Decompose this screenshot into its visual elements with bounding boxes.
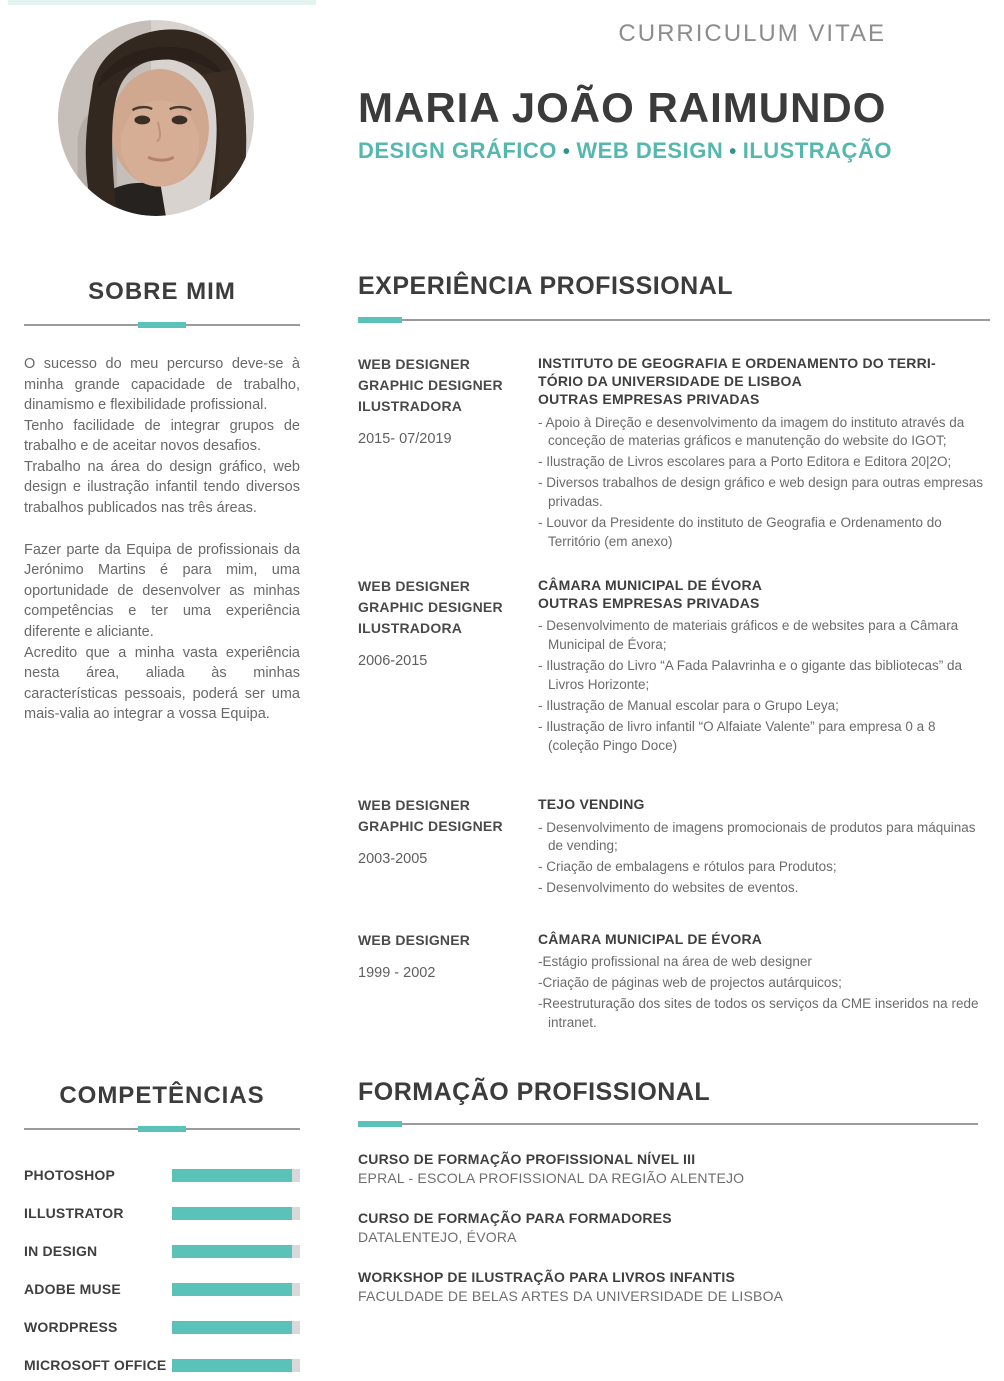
profile-photo-illustration xyxy=(58,20,254,216)
about-text xyxy=(24,354,300,725)
person-name: MARIA JOÃO RAIMUNDO xyxy=(358,84,887,131)
skill-label: WORDPRESS xyxy=(24,1319,118,1335)
task-item: - Desenvolvimento de imagens promocionais de produtos para máquinas de vending; xyxy=(538,819,976,854)
divider-accent xyxy=(358,317,402,323)
company-line: INSTITUTO DE GEOGRAFIA E ORDENAMENTO DO TERRI- xyxy=(538,355,936,371)
skill-row xyxy=(24,1168,300,1182)
experience-entry xyxy=(358,930,990,1033)
role-list xyxy=(358,795,538,837)
company-line: TÓRIO DA UNIVERSIDADE DE LISBOA xyxy=(538,373,802,390)
skill-bar xyxy=(172,1207,300,1220)
about-paragraph: Tenho facilidade de integrar grupos de trabalho e de aceitar novos desafios. xyxy=(24,417,300,455)
entry-role-column xyxy=(358,576,538,756)
skill-bar xyxy=(172,1169,300,1182)
section-divider xyxy=(24,322,300,328)
entry-detail-column xyxy=(538,795,990,898)
skill-bar xyxy=(172,1321,300,1334)
skill-bar-fill xyxy=(172,1359,292,1372)
skill-bar-fill xyxy=(172,1283,292,1296)
divider-accent xyxy=(358,1121,402,1127)
skill-row xyxy=(24,1206,300,1220)
company-name xyxy=(538,576,990,612)
task-item: - Ilustração do Livro “A Fada Palavrinha e o gigante das bibliotecas” da Livros Horizonte; xyxy=(538,657,962,692)
skill-bar-fill xyxy=(172,1245,292,1258)
about-section-title: SOBRE MIM xyxy=(88,278,236,305)
entry-role-column xyxy=(358,795,538,898)
education-institution: EPRAL - ESCOLA PROFISSIONAL DA REGIÃO ALENTEJO xyxy=(358,1170,745,1186)
role: GRAPHIC DESIGNER xyxy=(358,377,503,393)
entry-detail-column xyxy=(538,930,990,1033)
task-item: - Desenvolvimento de materiais gráficos e de websites para a Câmara Municipal de Évora; xyxy=(538,618,959,653)
specialty: DESIGN GRÁFICO xyxy=(358,138,557,163)
role-list xyxy=(358,576,538,639)
entry-detail-column xyxy=(538,576,990,756)
task-item: - Desenvolvimento do websites de eventos. xyxy=(538,880,799,896)
company-line: CÂMARA MUNICIPAL DE ÉVORA xyxy=(538,576,763,593)
company-line: OUTRAS EMPRESAS PRIVADAS xyxy=(538,594,760,611)
education-item xyxy=(358,1151,978,1186)
skill-bar xyxy=(172,1283,300,1296)
bullet-separator: • xyxy=(729,141,737,163)
skill-row xyxy=(24,1358,300,1372)
entry-detail-column xyxy=(538,354,990,552)
entry-role-column xyxy=(358,930,538,1033)
company-name xyxy=(538,354,990,409)
task-item: - Louvor da Presidente do instituto de Geografia e Ordenamento do Território (em anexo) xyxy=(538,515,942,549)
task-item: - Criação de embalagens e rótulos para Produtos; xyxy=(538,859,837,875)
company-name xyxy=(538,930,990,948)
skill-bar xyxy=(172,1359,300,1372)
task-item: -Reestruturação dos sites de todos os serviços da CME inseridos na rede intranet. xyxy=(538,996,979,1031)
section-divider xyxy=(24,1126,300,1132)
about-section xyxy=(24,278,300,725)
period: 2015- 07/2019 xyxy=(358,431,452,447)
task-list xyxy=(538,617,990,755)
role: WEB DESIGNER xyxy=(358,932,471,949)
role: ILUSTRADORA xyxy=(358,619,463,636)
education-institution: DATALENTEJO, ÉVORA xyxy=(358,1229,517,1245)
about-paragraph-group xyxy=(24,354,300,519)
task-item: - Ilustração de livro infantil “O Alfaiate Valente” para empresa 0 a 8 (coleção Pingo Doce) xyxy=(538,718,936,753)
role: WEB DESIGNER xyxy=(358,356,471,372)
company-line: TEJO VENDING xyxy=(538,796,645,813)
profile-photo xyxy=(58,20,254,216)
about-paragraph: Trabalho na área do design gráfico, web design e ilustração infantil tendo diversos trabalhos publicados nas três áreas. xyxy=(24,458,300,517)
role: ILUSTRADORA xyxy=(358,398,463,414)
education-section-title: FORMAÇÃO PROFISSIONAL xyxy=(358,1078,711,1106)
entry-role-column xyxy=(358,354,538,552)
specialty: WEB DESIGN xyxy=(576,138,724,163)
experience-entry xyxy=(358,354,990,552)
about-paragraph: Acredito que a minha vasta experiência nesta área, aliada às minhas características pessoais, poderá ser uma mais-valia ao integrar a vossa Equipa. xyxy=(24,644,300,723)
skills-list xyxy=(24,1168,300,1372)
role: WEB DESIGNER xyxy=(358,797,471,814)
role-list xyxy=(358,930,538,951)
document-label: CURRICULUM VITAE xyxy=(618,20,886,47)
experience-section-title: EXPERIÊNCIA PROFISSIONAL xyxy=(358,272,734,300)
specialty: ILUSTRAÇÃO xyxy=(742,138,892,163)
education-item xyxy=(358,1210,978,1245)
education-list xyxy=(358,1151,978,1304)
skills-section xyxy=(24,1082,300,1381)
skill-bar xyxy=(172,1245,300,1258)
skill-label: MICROSOFT OFFICE xyxy=(24,1357,167,1373)
experience-entry xyxy=(358,795,990,898)
education-course: CURSO DE FORMAÇÃO PROFISSIONAL NÍVEL III xyxy=(358,1151,696,1167)
education-institution: FACULDADE DE BELAS ARTES DA UNIVERSIDADE DE LISBOA xyxy=(358,1288,784,1304)
about-paragraph: O sucesso do meu percurso deve-se à minha grande capacidade de trabalho, dinamismo e flexibilidade profissional. xyxy=(24,356,300,414)
company-line: OUTRAS EMPRESAS PRIVADAS xyxy=(538,391,760,408)
skill-bar-fill xyxy=(172,1321,292,1334)
about-paragraph: Fazer parte da Equipa de profissionais da Jerónimo Martins é para mim, uma oportunidade de desenvolver as minhas competências e ter uma experiência diferente e aliciante. xyxy=(24,541,300,640)
task-list xyxy=(538,953,990,1033)
education-course: CURSO DE FORMAÇÃO PARA FORMADORES xyxy=(358,1210,672,1226)
divider-accent xyxy=(138,1126,186,1132)
role-list xyxy=(358,354,538,417)
task-item: -Estágio profissional na área de web designer xyxy=(538,954,812,970)
education-section xyxy=(358,1078,978,1328)
top-accent-strip xyxy=(8,0,316,5)
skill-row xyxy=(24,1282,300,1296)
company-line: CÂMARA MUNICIPAL DE ÉVORA xyxy=(538,931,763,948)
skill-bar-fill xyxy=(172,1169,292,1182)
skill-label: ADOBE MUSE xyxy=(24,1281,121,1297)
task-item: -Criação de páginas web de projectos autárquicos; xyxy=(538,975,842,991)
header xyxy=(358,20,892,164)
skills-section-title: COMPETÊNCIAS xyxy=(59,1082,265,1109)
divider-accent xyxy=(138,322,186,328)
role: GRAPHIC DESIGNER xyxy=(358,818,503,835)
skill-bar-fill xyxy=(172,1207,292,1220)
task-item: - Ilustração de Livros escolares para a Porto Editora e Editora 20|2O; xyxy=(538,454,952,470)
section-divider xyxy=(358,317,990,323)
role: GRAPHIC DESIGNER xyxy=(358,598,503,615)
skill-row xyxy=(24,1244,300,1258)
experience-entry xyxy=(358,576,990,756)
period: 2006-2015 xyxy=(358,652,428,669)
bullet-separator: • xyxy=(562,141,571,163)
education-item xyxy=(358,1269,978,1304)
task-item: - Diversos trabalhos de design gráfico e web design para outras empresas privadas. xyxy=(538,475,983,510)
skill-row xyxy=(24,1320,300,1334)
company-name xyxy=(538,795,990,813)
divider-rule xyxy=(358,1123,978,1125)
skill-label: PHOTOSHOP xyxy=(24,1167,116,1183)
person-specialties xyxy=(358,138,892,164)
about-paragraph-group xyxy=(24,540,300,725)
period: 1999 - 2002 xyxy=(358,965,436,982)
task-item: - Apoio à Direção e desenvolvimento da imagem do instituto através da conceção de materias gráficos e manutenção do website do IGOT; xyxy=(538,414,965,449)
section-divider xyxy=(358,1121,978,1127)
task-item: - Ilustração de Manual escolar para o Grupo Leya; xyxy=(538,697,839,713)
experience-section xyxy=(358,272,990,1033)
task-list xyxy=(538,819,990,899)
education-course: WORKSHOP DE ILUSTRAÇÃO PARA LIVROS INFANTIS xyxy=(358,1269,736,1285)
task-list xyxy=(538,414,990,552)
role: WEB DESIGNER xyxy=(358,577,471,594)
period: 2003-2005 xyxy=(358,851,428,868)
divider-rule xyxy=(358,319,990,321)
skill-label: IN DESIGN xyxy=(24,1243,98,1259)
skill-label: ILLUSTRATOR xyxy=(24,1205,124,1221)
